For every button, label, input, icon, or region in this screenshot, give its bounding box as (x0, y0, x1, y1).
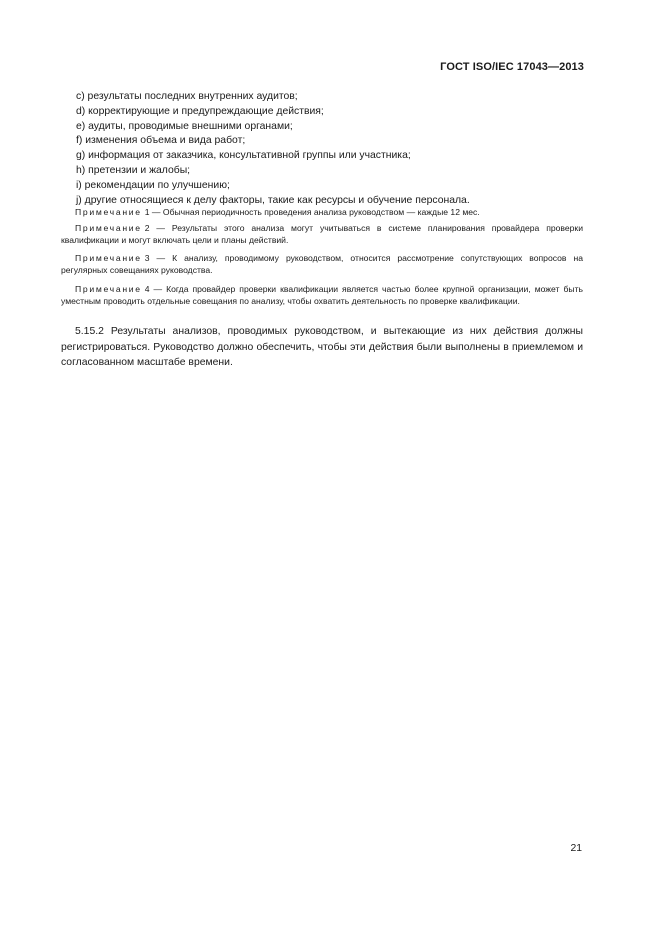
note-text: — Результаты этого анализа могут учитываться в системе планирования провайдера проверки квалификации и могут включать цели и планы действий. (61, 223, 583, 245)
list-item: i) рекомендации по улучшению; (76, 179, 230, 191)
note-prefix: Примечание (75, 253, 142, 263)
note-3 (61, 252, 583, 276)
note-4 (61, 283, 583, 307)
note-text: — Обычная периодичность проведения анализа руководством — каждые 12 мес. (151, 207, 480, 217)
list-item: d) корректирующие и предупреждающие действия; (76, 105, 324, 117)
standard-designation: ГОСТ ISO/IEC 17043—2013 (440, 61, 584, 73)
note-prefix: Примечание (75, 207, 142, 217)
list-item: j) другие относящиеся к делу факторы, такие как ресурсы и обучение персонала. (76, 194, 470, 206)
page-number: 21 (570, 843, 582, 854)
list-item: f) изменения объема и вида работ; (76, 135, 246, 147)
note-text: — Когда провайдер проверки квалификации является частью более крупной организации, может быть уместным проводить отдельные совещания по анализу, чтобы охватить деятельность по проверке квалификации. (61, 284, 584, 306)
list-item: h) претензии и жалобы; (76, 164, 191, 176)
note-prefix: Примечание (75, 284, 142, 294)
note-text: — К анализу, проводимому руководством, относится рассмотрение сопутствующих вопросов на регулярных совещаниях руководства. (61, 253, 583, 275)
list-item: c) результаты последних внутренних аудитов; (76, 91, 298, 102)
paragraph-text: 5.15.2 Результаты анализов, проводимых руководством, и вытекающие из них действия должны регистрироваться. Руководство должно обеспечить, чтобы эти действия были выполнены в приемлемом и согласованном масштабе времени. (61, 326, 583, 368)
list-item: g) информация от заказчика, консультативной группы или участника; (76, 150, 411, 162)
note-number: 3 (144, 253, 150, 263)
review-input-list (76, 90, 581, 208)
note-prefix: Примечание (75, 223, 142, 233)
note-number: 4 (144, 284, 150, 294)
note-number: 2 (144, 223, 150, 233)
clause-5-15-2 (61, 324, 583, 371)
note-1 (61, 206, 583, 218)
note-number: 1 (144, 207, 150, 217)
list-item: e) аудиты, проводимые внешними органами; (76, 120, 293, 132)
note-2 (61, 222, 583, 246)
